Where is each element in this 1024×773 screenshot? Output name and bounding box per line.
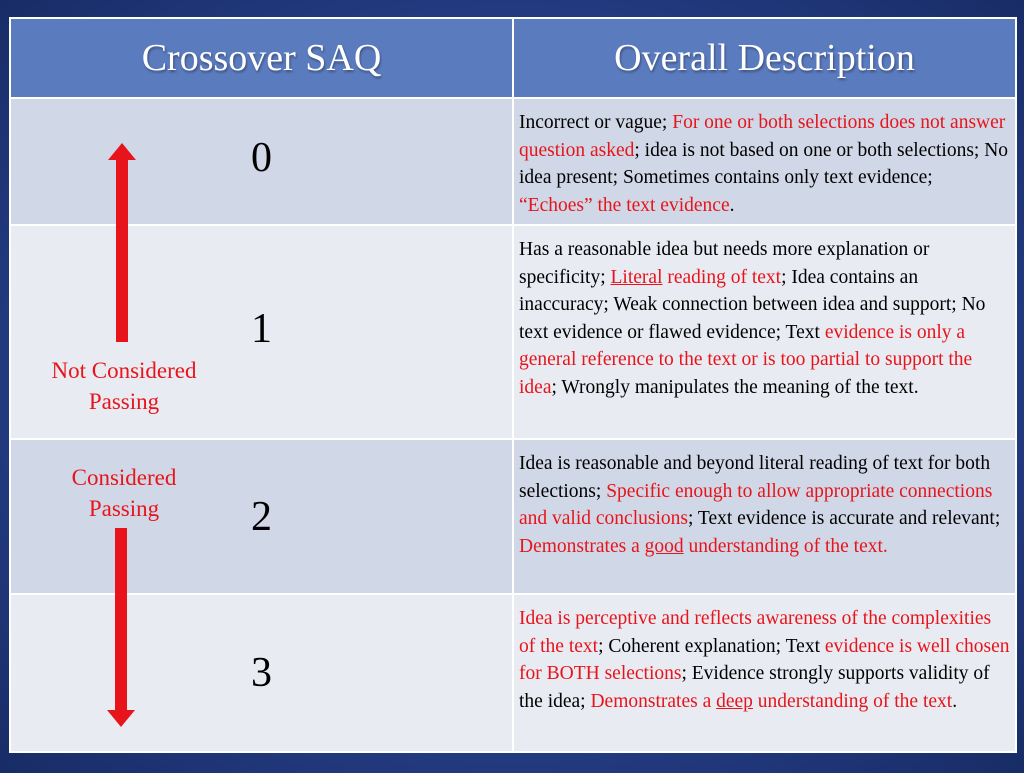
description-segment: Specific enough to allow appropriate connections and valid conclusions	[519, 480, 993, 529]
description-segment: evidence is only a general reference to the text or is too partial to support the idea	[519, 321, 973, 398]
description-segment: evidence is well chosen for BOTH selections	[519, 635, 1010, 684]
table-row	[10, 439, 1016, 594]
description-segment: .	[729, 194, 735, 216]
score-value: 0	[251, 134, 272, 181]
header-row	[10, 18, 1016, 98]
description-cell	[513, 225, 1016, 439]
description-segment: ; Evidence strongly supports validity of the idea;	[519, 663, 990, 712]
passing-label: Considered Passing	[71, 465, 177, 521]
description-cell	[513, 98, 1016, 225]
description-segment: ; Idea contains an inaccuracy; Weak connection between idea and support; No text evidence or flawed evidence; Text	[519, 266, 986, 343]
score-cell	[10, 98, 513, 225]
table-row	[10, 594, 1016, 752]
description-segment: “Echoes” the text evidence	[519, 194, 730, 216]
table-row	[10, 225, 1016, 439]
description-segment: understanding of the text.	[683, 535, 888, 557]
score-value: 1	[251, 306, 272, 352]
score-cell	[10, 439, 513, 594]
description-segment: Idea is perceptive and reflects awareness of the complexities of the text	[519, 608, 992, 657]
description-segment: .	[952, 690, 958, 712]
score-value: 3	[251, 650, 272, 696]
score-value: 2	[251, 493, 272, 540]
description-segment: ; Text evidence is accurate and relevant;	[687, 508, 1001, 529]
description-cell	[513, 594, 1016, 752]
description-segment: Demonstrates a	[590, 690, 717, 712]
description-segment: reading of text	[662, 266, 782, 288]
header-overall-description: Overall Description	[513, 18, 1016, 98]
description-segment: ; Coherent explanation; Text	[598, 635, 825, 657]
description-segment: Incorrect or vague;	[519, 112, 673, 133]
table-row	[10, 98, 1016, 225]
description-segment: ; Wrongly manipulates the meaning of the text.	[551, 376, 919, 398]
header-crossover-saq: Crossover SAQ	[10, 18, 513, 98]
description-segment: ; idea is not based on one or both selections; No idea present; Sometimes contains only text evidence;	[519, 139, 1009, 188]
not-passing-label: Not Considered Passing	[51, 358, 197, 414]
description-segment: Demonstrates a	[519, 535, 645, 557]
description-segment: Idea is reasonable and beyond literal reading of text for both selections;	[519, 453, 991, 502]
score-cell	[10, 594, 513, 752]
description-segment: Literal	[610, 266, 663, 288]
description-cell	[513, 439, 1016, 594]
description-segment: good	[644, 535, 684, 557]
description-segment: Has a reasonable idea but needs more explanation or specificity;	[519, 239, 930, 288]
score-cell	[10, 225, 513, 439]
description-segment: understanding of the text	[752, 690, 953, 712]
description-segment: For one or both selections does not answer question asked	[519, 112, 1006, 161]
rubric-table	[9, 17, 1017, 753]
description-segment: deep	[716, 690, 753, 712]
